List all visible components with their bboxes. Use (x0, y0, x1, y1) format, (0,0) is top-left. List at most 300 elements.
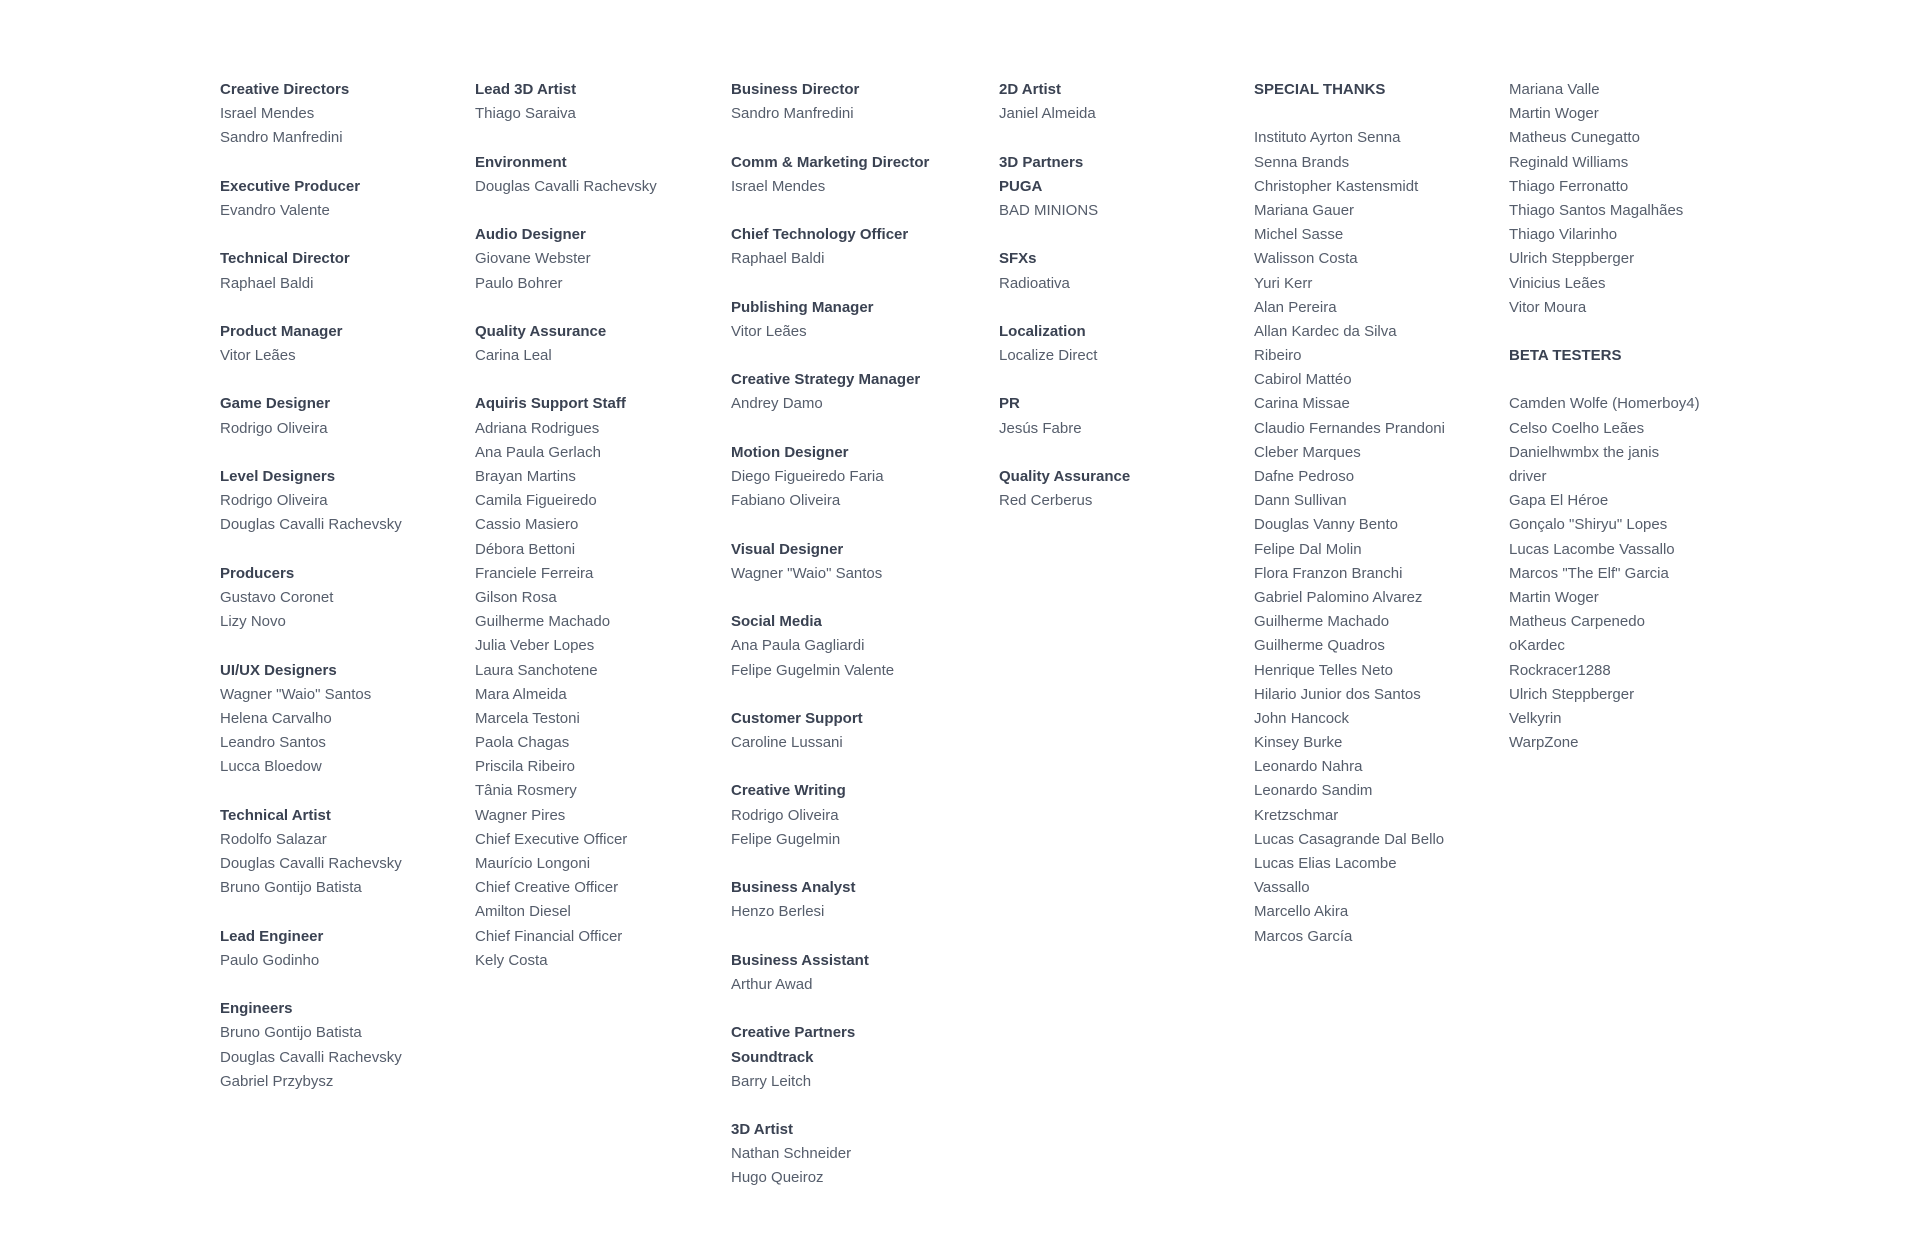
credit-role-heading (220, 659, 402, 683)
credit-name-text: Ulrich Steppberger (1509, 250, 1635, 268)
credit-name-text: Lucas Elias Lacombe (1254, 855, 1397, 872)
credit-name (1509, 223, 1700, 247)
credit-name (1254, 223, 1445, 247)
credit-name (1509, 175, 1700, 199)
credit-name-text: Carina Missae (1254, 395, 1350, 413)
credit-heading-text: Soundtrack (731, 1048, 814, 1066)
credit-name-text: Vitor Moura (1509, 298, 1587, 316)
credit-name (999, 199, 1130, 223)
credit-role-heading (731, 779, 929, 803)
credit-name-text: Mariana Gauer (1254, 201, 1355, 219)
credits-column-1 (220, 78, 402, 1094)
credit-name-text: Laura Sanchotene (475, 661, 598, 679)
credit-name-text: Kretzschmar (1254, 806, 1339, 824)
credit-name-text: Cleber Marques (1254, 443, 1361, 461)
section-spacer (220, 368, 402, 392)
credit-name (475, 272, 657, 296)
credit-name (1509, 634, 1700, 658)
credit-role-heading (475, 151, 657, 175)
credit-name[interactable] (731, 562, 929, 586)
credit-role-heading (999, 175, 1130, 199)
section-spacer (999, 368, 1130, 392)
credit-name-text: Rodolfo Salazar (220, 830, 327, 848)
credit-role-heading (220, 320, 402, 344)
section-spacer (220, 151, 402, 175)
credit-name-text: Gabriel Palomino Alvarez (1254, 588, 1423, 606)
credit-name-text: Martin Woger (1509, 105, 1599, 123)
credit-role-heading (731, 223, 929, 247)
credit-name-text: Instituto Ayrton Senna (1254, 129, 1401, 147)
section-spacer (731, 272, 929, 296)
section-spacer (731, 683, 929, 707)
credit-name (475, 634, 657, 658)
credit-name (731, 659, 929, 683)
credit-heading-text: Producers (220, 564, 295, 582)
credit-name (1509, 392, 1700, 416)
credit-role-heading (731, 949, 929, 973)
credit-name-text: Dafne Pedroso (1254, 468, 1355, 485)
credit-role-heading (999, 247, 1130, 271)
credit-role-heading (220, 392, 402, 416)
credit-role-heading (731, 538, 929, 562)
credit-name-text: Camila Figueiredo (475, 492, 597, 510)
credit-name (1254, 151, 1445, 175)
credit-name-text: Christopher Kastensmidt (1254, 177, 1419, 195)
credit-name-text: John Hancock (1254, 709, 1350, 727)
credit-name-text: Israel Mendes (220, 105, 315, 123)
credit-heading-text: Environment (475, 153, 567, 171)
credit-role-heading (731, 368, 929, 392)
section-spacer (999, 126, 1130, 150)
credit-name (475, 465, 657, 489)
section-spacer (999, 223, 1130, 247)
credit-name (731, 973, 929, 997)
credit-role-heading (731, 296, 929, 320)
credit-name (1254, 634, 1445, 658)
credit-name (475, 876, 657, 900)
credit-name (1509, 683, 1700, 707)
credit-name-text: Dann Sullivan (1254, 492, 1347, 510)
credit-name-text: Sandro Manfredini (731, 105, 854, 123)
credit-name (1254, 538, 1445, 562)
credit-name-text: Paulo Bohrer (475, 274, 563, 292)
section-spacer (220, 634, 402, 658)
credit-name (475, 513, 657, 537)
credit-name (731, 1142, 929, 1166)
credit-name (1254, 441, 1445, 465)
credit-name-text: Priscila Ribeiro (475, 758, 576, 776)
credit-name (1254, 925, 1445, 949)
credit-role-heading (999, 465, 1130, 489)
credit-role-heading (731, 1021, 929, 1045)
credit-name-text: Ribeiro (1254, 347, 1302, 365)
credit-name (1509, 562, 1700, 586)
credit-name-text: Guilherme Machado (1254, 613, 1390, 631)
credit-name (1254, 852, 1445, 876)
section-spacer (475, 199, 657, 223)
credit-name-text: Gonçalo "Shiryu" Lopes (1509, 516, 1668, 534)
credit-role-heading (220, 247, 402, 271)
credit-name-text: Gustavo Coronet (220, 588, 334, 606)
credit-name (731, 320, 929, 344)
credit-heading-text: Localization (999, 322, 1086, 340)
credit-name-text: Hilario Junior dos Santos (1254, 685, 1421, 703)
credit-name (1509, 586, 1700, 610)
credit-name (220, 707, 402, 731)
credit-name (1509, 78, 1700, 102)
credit-name-text: Bruno Gontijo Batista (220, 1024, 362, 1042)
credit-name-text: Franciele Ferreira (475, 564, 594, 582)
credit-role-heading (731, 876, 929, 900)
section-spacer (731, 1094, 929, 1118)
credit-heading-text: Aquiris Support Staff (475, 395, 626, 413)
credit-name (731, 634, 929, 658)
credit-name (1254, 707, 1445, 731)
credit-name (731, 828, 929, 852)
credit-name (1254, 731, 1445, 755)
credit-name (731, 1070, 929, 1094)
section-spacer (731, 344, 929, 368)
credit-name (475, 707, 657, 731)
credit-name-text: Maurício Longoni (475, 855, 591, 872)
credit-heading-text: Quality Assurance (999, 468, 1131, 485)
credit-name (1509, 465, 1700, 489)
credit-name (220, 755, 402, 779)
credit-role-heading (220, 997, 402, 1021)
credit-heading-text: Creative Strategy Manager (731, 371, 921, 389)
section-spacer (220, 296, 402, 320)
credits-column-5 (1254, 78, 1445, 949)
credit-name-text: driver (1509, 468, 1547, 485)
credit-name-text: Cabirol Mattéo (1254, 371, 1352, 389)
credit-name-text: Henzo Berlesi (731, 903, 825, 921)
credit-heading-text: Lead 3D Artist (475, 81, 577, 98)
credit-name (1254, 683, 1445, 707)
credit-name (1254, 465, 1445, 489)
credit-name (1254, 175, 1445, 199)
credit-heading-text: Customer Support (731, 709, 863, 727)
credit-name-text: Marcos García (1254, 927, 1353, 945)
credits-column-3 (731, 78, 929, 1191)
credit-name (475, 562, 657, 586)
credit-name-text: Felipe Gugelmin Valente (731, 661, 895, 679)
credit-name (1254, 417, 1445, 441)
credit-role-heading (731, 1046, 929, 1070)
credit-name-text: Evandro Valente (220, 201, 330, 219)
credit-heading-text: Lead Engineer (220, 927, 324, 945)
credit-name-text: Douglas Cavalli Rachevsky (220, 516, 402, 534)
credit-name-text: Michel Sasse (1254, 226, 1344, 244)
credit-name-text: Helena Carvalho (220, 709, 332, 727)
credit-name (475, 755, 657, 779)
credit-name (1509, 489, 1700, 513)
credit-name-text: Felipe Dal Molin (1254, 540, 1362, 558)
credit-name (731, 731, 929, 755)
section-spacer (731, 199, 929, 223)
credit-heading-text: Creative Directors (220, 81, 350, 98)
credit-name-text: Gilson Rosa (475, 588, 557, 606)
credit-name (1254, 828, 1445, 852)
credit-name-text: Ulrich Steppberger (1509, 685, 1635, 703)
credit-name (1509, 272, 1700, 296)
credit-heading-text: Creative Writing (731, 782, 846, 800)
credit-name (220, 1021, 402, 1045)
credit-name-text: Tânia Rosmery (475, 782, 577, 800)
credit-name-text: Paulo Godinho (220, 951, 320, 969)
credit-name (1254, 586, 1445, 610)
section-spacer (220, 779, 402, 803)
credit-role-heading (731, 441, 929, 465)
credit-name (731, 247, 929, 271)
credit-role-heading (475, 78, 657, 102)
credit-role-heading (220, 925, 402, 949)
credit-heading-text: Motion Designer (731, 443, 849, 461)
credit-name (475, 659, 657, 683)
credit-name (731, 392, 929, 416)
credit-name (1254, 804, 1445, 828)
credit-name-text: Camden Wolfe (Homerboy4) (1509, 395, 1700, 413)
credit-name (999, 272, 1130, 296)
credit-name-text: Hugo Queiroz (731, 1169, 824, 1187)
credit-name-text: Barry Leitch (731, 1072, 812, 1090)
section-spacer (731, 513, 929, 537)
credit-name (1254, 900, 1445, 924)
credit-heading-text: Social Media (731, 613, 822, 631)
section-spacer (475, 126, 657, 150)
credit-name[interactable] (220, 683, 402, 707)
credit-name-text: Velkyrin (1509, 709, 1562, 727)
section-spacer (220, 223, 402, 247)
credit-name-text: Lizy Novo (220, 613, 286, 631)
section-spacer (999, 441, 1130, 465)
credit-name (1254, 320, 1445, 344)
credit-name-text: Danielhwmbx the janis (1509, 443, 1660, 461)
credit-role-heading (1509, 344, 1700, 368)
credit-heading-text: SPECIAL THANKS (1254, 81, 1386, 98)
credit-name (220, 199, 402, 223)
credit-name (1254, 513, 1445, 537)
credit-name (475, 925, 657, 949)
credit-name-text: oKardec (1509, 637, 1565, 655)
credit-name (475, 779, 657, 803)
credit-name (731, 175, 929, 199)
credit-heading-text: Technical Artist (220, 806, 331, 824)
credit-name-text: Wagner Pires (475, 806, 566, 824)
credit-name (1254, 562, 1445, 586)
credit-name (475, 900, 657, 924)
credit-name (731, 1166, 929, 1190)
credit-name (1254, 344, 1445, 368)
credit-name-text: Paola Chagas (475, 734, 570, 752)
credit-name (1254, 779, 1445, 803)
credit-name (731, 489, 929, 513)
credit-name (475, 489, 657, 513)
credit-name (1254, 392, 1445, 416)
credit-name-text: Brayan Martins (475, 468, 576, 485)
credit-name-text: Débora Bettoni (475, 540, 576, 558)
credit-name (1254, 368, 1445, 392)
credit-name (1509, 538, 1700, 562)
credit-name-text: Douglas Cavalli Rachevsky (475, 177, 657, 195)
credit-role-heading (999, 392, 1130, 416)
section-spacer (1254, 102, 1445, 126)
section-spacer (731, 852, 929, 876)
credit-heading-text: Product Manager (220, 322, 343, 340)
credit-name-text: Celso Coelho Leães (1509, 419, 1645, 437)
credit-name-text: Chief Financial Officer (475, 927, 623, 945)
credit-name-text: Diego Figueiredo Faria (731, 468, 884, 485)
credit-name (1509, 441, 1700, 465)
credit-name-text: Cassio Masiero (475, 516, 579, 534)
credit-name-text: Douglas Vanny Bento (1254, 516, 1398, 534)
credit-name-text: Carina Leal (475, 347, 552, 365)
credit-name (220, 489, 402, 513)
credit-name (1509, 151, 1700, 175)
credit-heading-text: Technical Director (220, 250, 350, 268)
credit-name (220, 949, 402, 973)
credit-name (1254, 272, 1445, 296)
credit-name-text: Raphael Baldi (220, 274, 314, 292)
section-spacer (731, 417, 929, 441)
credit-name (220, 344, 402, 368)
credit-name-text: Guilherme Quadros (1254, 637, 1385, 655)
credit-name (731, 804, 929, 828)
credit-name-text: Thiago Santos Magalhães (1509, 201, 1684, 219)
credit-name (1254, 876, 1445, 900)
credit-heading-text: Visual Designer (731, 540, 844, 558)
credit-name (475, 804, 657, 828)
credit-name (475, 441, 657, 465)
credit-role-heading (731, 707, 929, 731)
credit-name (1509, 610, 1700, 634)
credit-name (1254, 610, 1445, 634)
credit-name-text: Bruno Gontijo Batista (220, 879, 362, 897)
credit-name (1254, 199, 1445, 223)
credit-name (731, 465, 929, 489)
credit-name-text: Lucas Lacombe Vassallo (1509, 540, 1675, 558)
credit-name-text: Vitor Leães (731, 322, 807, 340)
credit-name-text: Felipe Gugelmin (731, 830, 841, 848)
section-spacer (475, 368, 657, 392)
credit-name-text: Rodrigo Oliveira (220, 419, 328, 437)
credit-heading-text: Publishing Manager (731, 298, 874, 316)
section-spacer (1509, 368, 1700, 392)
credit-role-heading (999, 151, 1130, 175)
credit-role-heading (731, 1118, 929, 1142)
credit-name-text: Yuri Kerr (1254, 274, 1313, 292)
credit-name (999, 102, 1130, 126)
credit-name-text: Julia Veber Lopes (475, 637, 595, 655)
credit-name (475, 949, 657, 973)
credit-heading-text: Business Assistant (731, 951, 869, 969)
credit-name (220, 513, 402, 537)
credit-name-text: Flora Franzon Branchi (1254, 564, 1403, 582)
credit-role-heading (475, 320, 657, 344)
credit-name-text: Chief Executive Officer (475, 830, 628, 848)
credit-name (475, 102, 657, 126)
credit-name-text: Janiel Almeida (999, 105, 1096, 123)
credit-name (220, 417, 402, 441)
credit-name (999, 489, 1130, 513)
credit-name (1509, 247, 1700, 271)
credit-name (475, 828, 657, 852)
credit-name (1509, 513, 1700, 537)
credit-name-text: Marcos "The Elf" Garcia (1509, 564, 1669, 582)
credit-name-text: Claudio Fernandes Prandoni (1254, 419, 1445, 437)
credit-name-text: Thiago Ferronatto (1509, 177, 1629, 195)
credit-name (999, 344, 1130, 368)
credit-name-text: Lucca Bloedow (220, 758, 322, 776)
credit-name-text: Leonardo Sandim (1254, 782, 1373, 800)
credit-name (1254, 247, 1445, 271)
credit-name-text: Caroline Lussani (731, 734, 843, 752)
credit-name (1509, 659, 1700, 683)
credit-role-heading (475, 223, 657, 247)
credit-name-text: Reginald Williams (1509, 153, 1629, 171)
credit-name-text: Gabriel Przybysz (220, 1072, 334, 1090)
credit-name (475, 538, 657, 562)
credit-name (220, 126, 402, 150)
section-spacer (220, 441, 402, 465)
credit-name (475, 731, 657, 755)
credit-name-text: Gapa El Héroe (1509, 492, 1609, 510)
credit-name-text: Wagner "Waio" Santos (731, 564, 883, 582)
credit-name-text: Radioativa (999, 274, 1070, 292)
credit-role-heading (731, 610, 929, 634)
credit-heading-text: Business Director (731, 81, 860, 98)
credit-name (220, 1046, 402, 1070)
credit-name (220, 610, 402, 634)
credit-name-text: Senna Brands (1254, 153, 1350, 171)
credit-name-text: Ana Paula Gagliardi (731, 637, 865, 655)
credit-name-text: Douglas Cavalli Rachevsky (220, 1048, 402, 1066)
credit-heading-text: Chief Technology Officer (731, 226, 909, 244)
credit-heading-text: Quality Assurance (475, 322, 607, 340)
credit-name (999, 417, 1130, 441)
credit-name-text: Giovane Webster (475, 250, 591, 268)
credit-name (1509, 707, 1700, 731)
section-spacer (220, 973, 402, 997)
credit-name-text: Douglas Cavalli Rachevsky (220, 855, 402, 872)
credit-name (220, 731, 402, 755)
credit-role-heading (999, 78, 1130, 102)
section-spacer (999, 296, 1130, 320)
credit-name-text: Arthur Awad (731, 975, 813, 993)
credit-name (1509, 417, 1700, 441)
credit-role-heading (475, 392, 657, 416)
credit-name (1509, 126, 1700, 150)
credit-name-text: Henrique Telles Neto (1254, 661, 1393, 679)
section-spacer (731, 126, 929, 150)
credit-name (475, 683, 657, 707)
credit-heading-text: Comm & Marketing Director (731, 153, 930, 171)
credit-name (220, 828, 402, 852)
credit-name-text: WarpZone (1509, 734, 1579, 752)
credit-name (475, 417, 657, 441)
credit-name-text: Alan Pereira (1254, 298, 1337, 316)
credit-name-text: Israel Mendes (731, 177, 826, 195)
credit-name (1509, 731, 1700, 755)
credit-role-heading (220, 804, 402, 828)
credit-name-text: Jesús Fabre (999, 419, 1082, 437)
credit-name (475, 610, 657, 634)
credit-name-text: Raphael Baldi (731, 250, 825, 268)
credit-name (475, 344, 657, 368)
section-spacer (731, 755, 929, 779)
credit-name (1509, 199, 1700, 223)
credit-name (1509, 102, 1700, 126)
credit-heading-text: PR (999, 395, 1020, 413)
